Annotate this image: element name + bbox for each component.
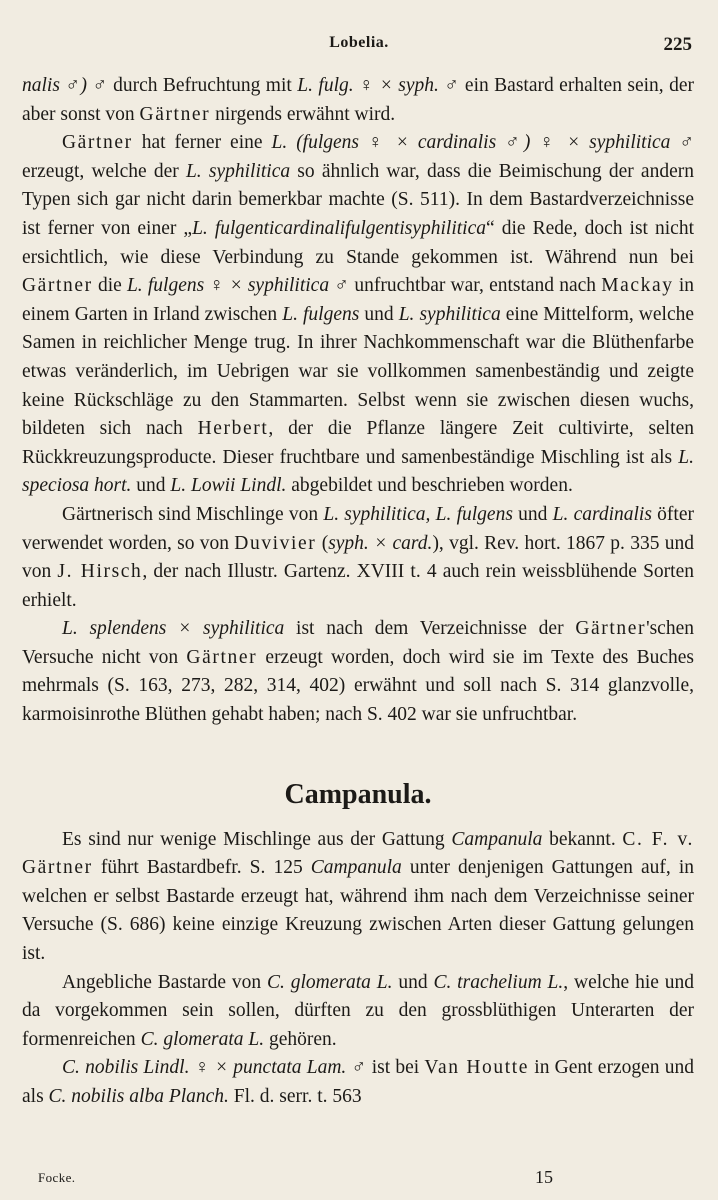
running-header-title: Lobelia. — [329, 34, 389, 51]
page-number: 225 — [663, 34, 692, 55]
campanula-paragraph-2: Angebliche Bastarde von C. glomerata L. und C. trachelium L., welche hie und da vorgekommen sein sollen, dürften zu den grossblüthigen Unterarten der formenreichen C. glomerata L. gehören. — [22, 971, 695, 1050]
section-heading-campanula: Campanula. — [284, 778, 432, 810]
lobelia-paragraph-1: nalis ♂) ♂ durch Befruchtung mit L. fulg. ♀ × syph. ♂ ein Bastard erhalten sein, der aber sonst von Gärtner nirgends erwähnt wird. — [22, 75, 695, 125]
page-body — [22, 72, 694, 1112]
campanula-paragraph-1: Es sind nur wenige Mischlinge aus der Gattung Campanula bekannt. C. F. v. Gärtner führt Bastardbefr. S. 125 Campanula unter denjenigen Gattungen auf, in welchen er selbst Bastarde erzeugt hat, während ihm nach dem Verzeichnisse seiner Versuche (S. 686) keine einzige Kreuzung zwischen Arten dieser Gattung gelungen ist. — [22, 828, 695, 965]
campanula-paragraph-3: C. nobilis Lindl. ♀ × punctata Lam. ♂ ist bei Van Houtte in Gent erzogen und als C. nobilis alba Planch. Fl. d. serr. t. 563 — [22, 1057, 694, 1107]
lobelia-paragraph-4: L. splendens × syphilitica ist nach dem Verzeichnisse der Gärtner'schen Versuche nicht von Gärtner erzeugt worden, doch wird sie im Texte des Buches mehrmals (S. 163, 273, 282, 314, 402) erwähnt und soll nach S. 314 glanzvolle, karmoisinrothe Blüthen gehabt haben; nach S. 402 war sie unfruchtbar. — [22, 618, 694, 726]
lobelia-paragraph-3: Gärtnerisch sind Mischlinge von L. syphilitica, L. fulgens und L. cardinalis öfter verwendet worden, so von Duvivier (syph. × card.), vgl. Rev. hort. 1867 p. 335 und von J. Hirsch, der nach Illustr. Gartenz. XVIII t. 4 auch rein weissblühende Sorten erhielt. — [22, 503, 694, 611]
printer-signature: Focke. — [38, 1170, 76, 1185]
sheet-number: 15 — [535, 1167, 553, 1187]
lobelia-paragraph-2: Gärtner hat ferner eine L. (fulgens ♀ × cardinalis ♂) ♀ × syphilitica ♂ erzeugt, welche der L. syphilitica so ähnlich war, dass die Beimischung der andern Typen sich gar nicht darin bemerkbar machte (S. 511). In dem Bastardverzeichnisse ist ferner von einer „L. fulgenticardinalifulgentisyphilitica“ die Rede, doch ist nicht ersichtlich, wie diese Verbindung zu Stande gekommen ist. Während nun bei Gärtner die L. fulgens ♀ × syphilitica ♂ unfruchtbar war, entstand nach Mackay in einem Garten in Irland zwischen L. fulgens und L. syphilitica eine Mittelform, welche Samen in reichlicher Menge trug. In ihrer Nachkommenschaft war die Blüthenfarbe etwas veränderlich, im Uebrigen war sie vollkommen samenbeständig und zeigte keine Rückschläge zu den Stammarten. Selbst wenn sie zwischen diesen wuchs, bildeten sich nach Herbert, der die Pflanze längere Zeit cultivirte, selten Rückkreuzungsproducte. Dieser fruchtbare und samenbeständige Mischling ist als L. speciosa hort. und L. Lowii Lindl. abgebildet und beschrieben worden. — [22, 132, 695, 497]
